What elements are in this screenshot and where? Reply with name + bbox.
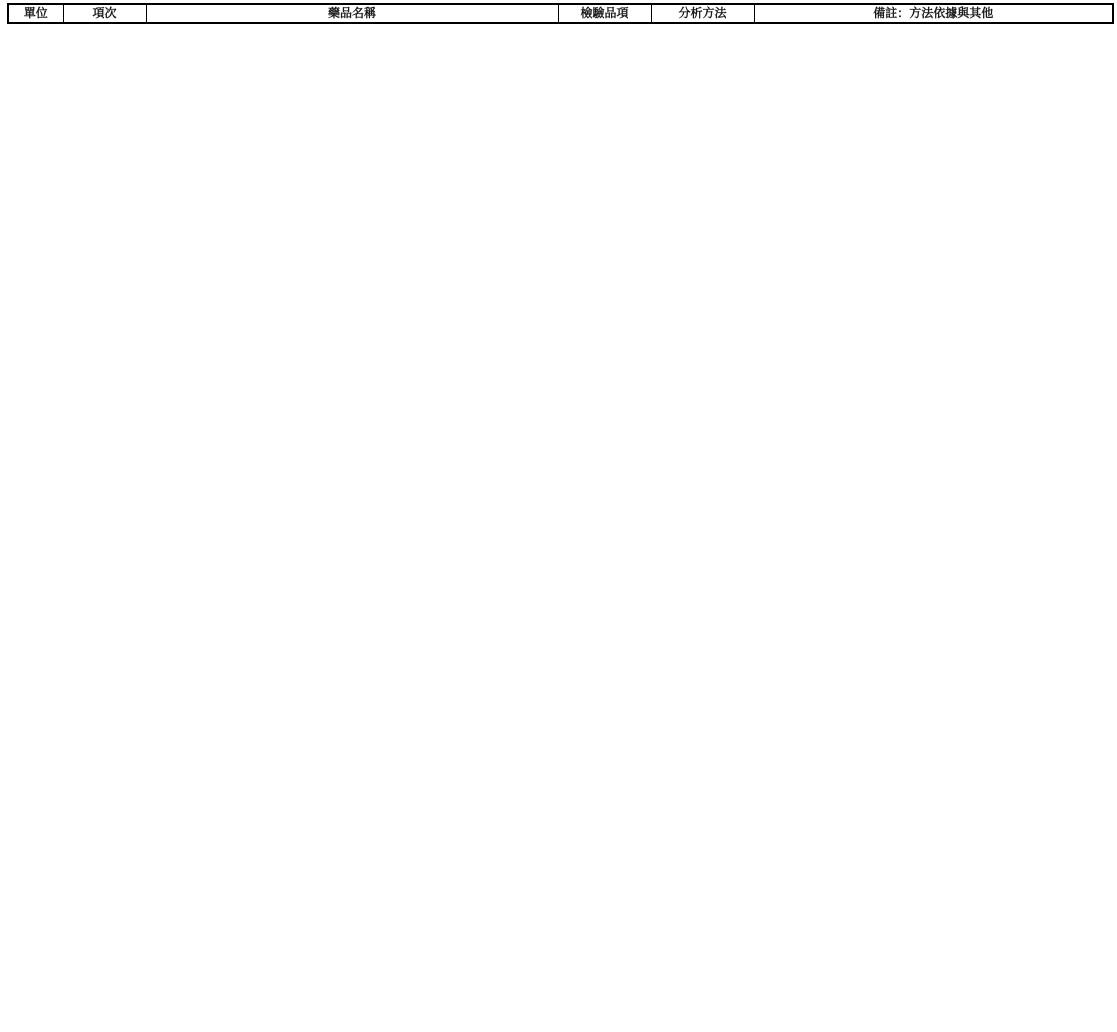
col-header-drug-name: 藥品名稱 (146, 4, 558, 23)
test-methods-table (7, 3, 1114, 24)
report-page (0, 0, 1117, 26)
col-header-test-items: 檢驗品項 (558, 4, 651, 23)
col-header-unit: 單位 (8, 4, 63, 23)
header-row (8, 4, 1113, 23)
col-header-remark: 備註：方法依據與其他 (754, 4, 1113, 23)
col-header-item-no: 項次 (63, 4, 146, 23)
col-header-method: 分析方法 (651, 4, 754, 23)
